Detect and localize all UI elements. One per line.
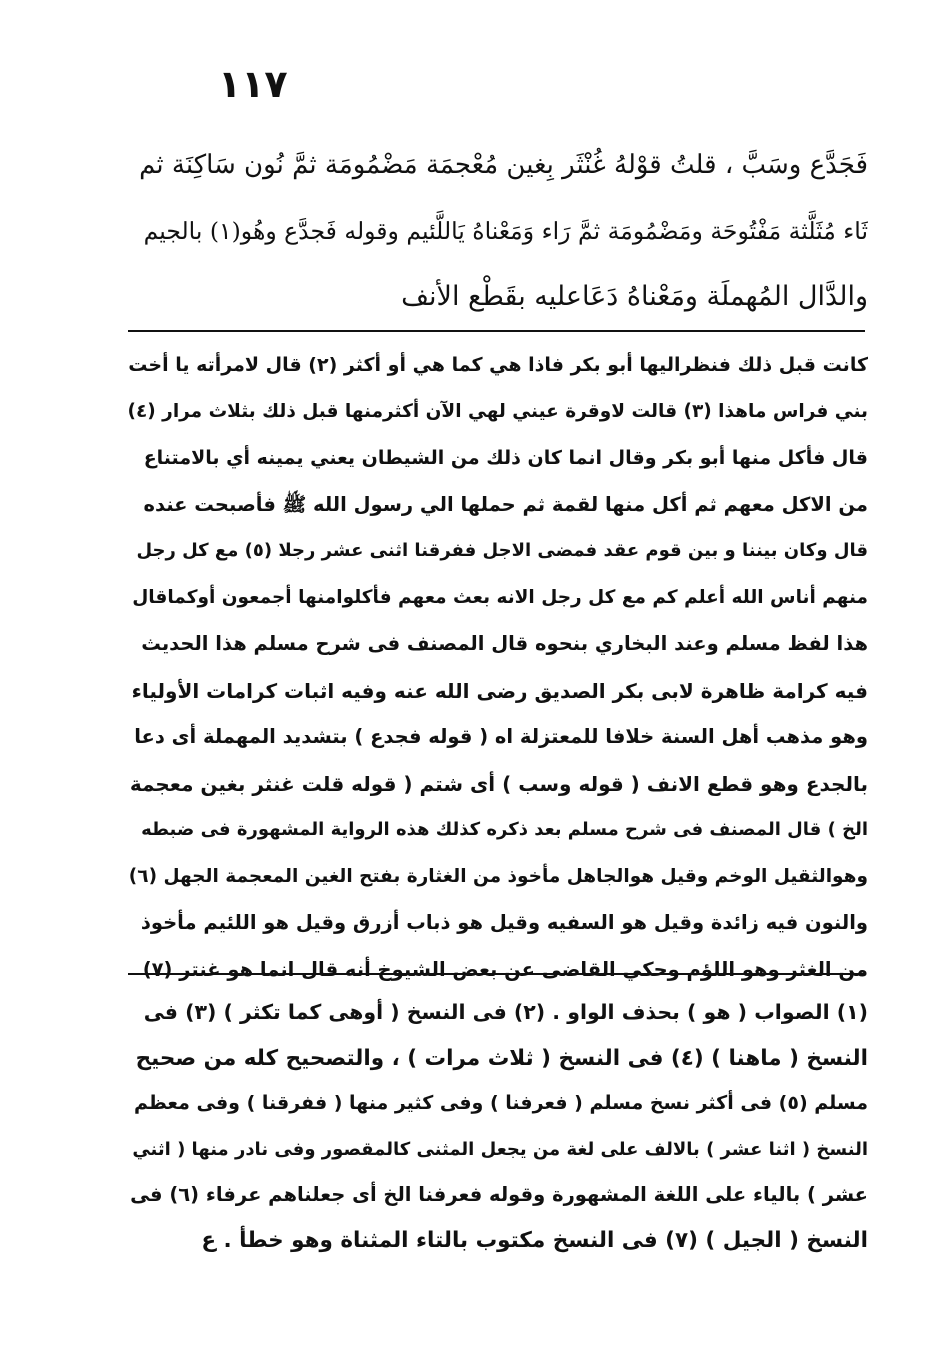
commentary-line: منهم أناس الله أعلم كم مع كل رجل الانه بعث معهم فأكلوامنها أجمعون أوكماقال (132, 586, 868, 608)
commentary-line: من الاكل معهم ثم أكل منها لقمة ثم حملها الي رسول الله ﷺ فأصبحت عنده (143, 492, 868, 516)
commentary-line: هذا لفظ مسلم وعند البخاري بنحوه قال المصنف فى شرح مسلم هذا الحديث (141, 632, 868, 655)
footnotes-block (130, 990, 868, 1263)
commentary-line: وهوالثقيل الوخم وقيل هوالجاهل مأخوذ من الغثارة بفتح الغين المعجمة الجهل (٦) (128, 865, 868, 887)
commentary-line: من الغثر وهو اللؤم وحكي القاضى عن بعض الشيوخ أنه قال انما هو غنتر (٧) (142, 957, 868, 981)
commentary-text-block (128, 342, 868, 993)
commentary-line: قال وكان بيننا و بين قوم عقد فمضى الاجل ففرقنا اثنى عشر رجلا (٥) مع كل رجل (136, 540, 868, 561)
divider-rule-top (128, 330, 865, 332)
footnote-line: عشر ) بالياء على اللغة المشهورة وقوله فعرفنا الخ أى جعلناهم عرفاء (٦) فى (130, 1183, 868, 1206)
footnote-line: النسخ ( اثنا عشر ) بالالف على لغة من يجعل المثنى كالمقصور وفى نادر منها ( اثني (132, 1138, 868, 1160)
matn-line: فَجَدَّع وسَبَّ ، قلتُ قوْلهُ غُنْثَر بِغين مُعْجمَة مَضْمُومَة ثمَّ نُون سَاكِنَة ثم (139, 150, 868, 180)
matn-line: ثَاء مُثَلَّثة مَفْتُوحَة ومَضْمُومَة ثمَّ رَاء وَمَعْناهُ يَاللَّئيم وقوله فَجدَّع وهُو(١) بالجيم (143, 217, 868, 245)
footnote-line: النسخ ( ماهنا ) (٤) فى النسخ ( ثلاث مرات ) ، والتصحيح كله من صحيح (135, 1045, 868, 1071)
page-number: ١١٧ (218, 62, 288, 106)
matn-text-block (130, 132, 868, 330)
commentary-line: فيه كرامة ظاهرة لابى بكر الصديق رضى الله عنه وفيه اثبات كرامات الأولياء (131, 678, 868, 703)
commentary-line: كانت قبل ذلك فنظراليها أبو بكر فاذا هي كما هي أو أكثر (٢) قال لامرأته يا أخت (128, 354, 868, 376)
footnote-line: (١) الصواب ( هو ) بحذف الواو . (٢) فى النسخ ( أوهى كما تكثر ) (٣) فى (143, 1000, 868, 1024)
matn-line: والدَّال المُهملَة ومَعْناهُ دَعَاعليه بقَطْع الأنف (401, 281, 868, 312)
commentary-line: وهو مذهب أهل السنة خلافا للمعتزلة اه ( قوله فجدع ) بتشديد المهملة أى دعا (134, 725, 868, 748)
commentary-line: قال فأكل منها أبو بكر وقال انما كان ذلك من الشيطان يعني يمينه أي بالامتناع (143, 447, 868, 469)
footnote-line: النسخ ( الجيل ) (٧) فى النسخ مكتوب بالتاء المثناة وهو خطأ . ع (201, 1227, 868, 1253)
commentary-line: الخ ) قال المصنف فى شرح مسلم بعد ذكره كذلك هذه الرواية المشهورة فى ضبطه (141, 819, 868, 840)
commentary-line: بني فراس ماهذا (٣) قالت لاوقرة عيني لهي الآن أكثرمنها قبل ذلك بثلاث مرار (٤) (128, 400, 868, 422)
divider-rule-footnotes (128, 973, 864, 975)
commentary-line: بالجدع وهو قطع الانف ( قوله وسب ) أى شتم ( قوله قلت غنثر بغين معجمة (129, 771, 868, 796)
footnote-line: مسلم (٥) فى أكثر نسخ مسلم ( فعرفنا ) وفى كثير منها ( ففرقنا ) وفى معظم (133, 1092, 868, 1114)
commentary-line: والنون فيه زائدة وقيل هو السفيه وقيل هو ذباب أزرق وقيل هو اللئيم مأخوذ (140, 911, 868, 934)
